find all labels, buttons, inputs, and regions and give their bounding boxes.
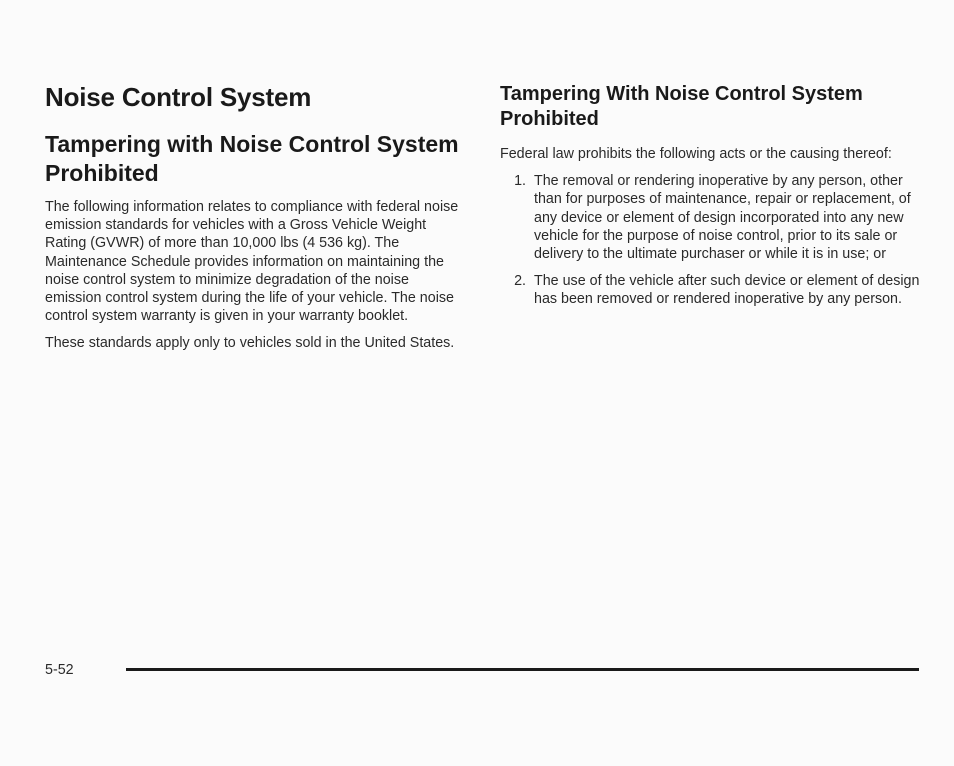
list-item-text: The removal or rendering inoperative by any person, other than for purposes of maintenance, repair or replacement, of any device or element of design incorporated into any new vehicle for the purpose of noise control, prior to its sale or delivery to the ultimate purchaser or while it is in use; or bbox=[534, 173, 911, 263]
section-heading-tampering: Tampering with Noise Control System Prohibited bbox=[45, 131, 459, 186]
right-column bbox=[500, 82, 920, 318]
list-item-number: 2. bbox=[514, 273, 526, 290]
page-title: Noise Control System bbox=[45, 82, 312, 112]
list-item bbox=[500, 172, 920, 263]
federal-law-intro: Federal law prohibits the following acts or the causing thereof: bbox=[500, 146, 892, 162]
list-item bbox=[500, 272, 920, 308]
left-column bbox=[45, 82, 465, 362]
list-item-number: 1. bbox=[514, 173, 526, 190]
prohibited-acts-list bbox=[500, 172, 920, 308]
standards-paragraph: These standards apply only to vehicles sold in the United States. bbox=[45, 335, 455, 352]
page-number: 5-52 bbox=[45, 662, 74, 678]
compliance-paragraph: The following information relates to compliance with federal noise emission standards for vehicles with a Gross Vehicle Weight Rating (GVWR) of more than 10,000 lbs (4 536 kg). The Maintenance Schedule provides information on maintaining the noise control system to minimize degradation of the noise emission control system during the life of your vehicle. The noise control system warranty is given in your warranty booklet. bbox=[45, 199, 459, 325]
list-item-text: The use of the vehicle after such device or element of design has been removed or rendered inoperative by any person. bbox=[534, 273, 920, 308]
footer-divider bbox=[126, 668, 919, 671]
section-heading-federal-law: Tampering With Noise Control System Prohibited bbox=[500, 83, 863, 130]
